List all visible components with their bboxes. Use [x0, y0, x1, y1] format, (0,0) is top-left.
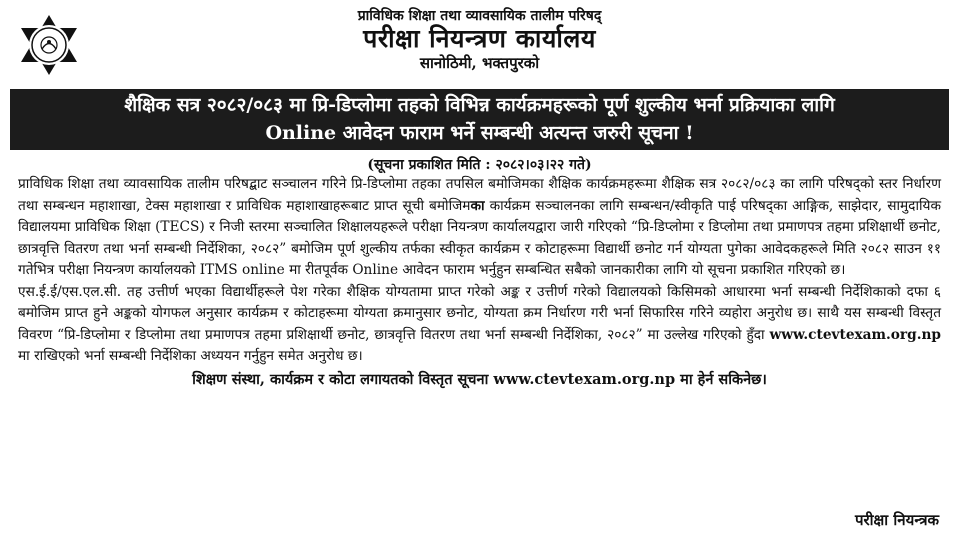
notice-header	[14, 8, 945, 85]
org-name: प्राविधिक शिक्षा तथा व्यावसायिक तालीम परिषद्	[357, 8, 602, 24]
para1-text-c: कार्यक्रम सञ्चालनका लागि सम्बन्धन/स्वीकृति पाई परिषद्का आङ्गिक, साझेदार, सामुदायिक विद्यालयमा प्राविधिक शिक्षा (TECS) र निजी स्तरमा सञ्चालित शिक्षालयहरूले परीक्षा नियन्त्रण कार्यालयद्वारा जारी गरिएको “प्रि-डिप्लोमा र डिप्लोमा तथा प्रमाणपत्र तहमा प्रशिक्षार्थी छनोट, छात्रवृत्ति वितरण तथा भर्ना सम्बन्धी निर्देशिका, २०८२” बमोजिम पूर्ण शुल्कीय तर्फका स्वीकृत कार्यक्रम र कोटाहरूमा विद्यार्थी छनोट गर्न योग्यता पुगेका आवेदकहरूले मिति २०८२ साउन ११ गतेभित्र परीक्षा नियन्त्रण कार्यालयको ITMS online मा रीतपूर्वक Online आवेदन फाराम भर्नुहुन सम्बन्धित सबैको जानकारीका लागि यो सूचना प्रकाशित गरिएको छ।	[18, 197, 941, 278]
notice-title	[10, 89, 949, 150]
notice-title-line2: Online आवेदन फाराम भर्ने सम्बन्धी अत्यन्त जरुरी सूचना !	[265, 122, 694, 144]
ctevt-emblem-icon	[16, 12, 82, 78]
website-link[interactable]: www.ctevtexam.org.np	[769, 326, 941, 343]
para2-text-a: एस.ई.ई/एस.एल.सी. तह उत्तीर्ण भएका विद्यार्थीहरूले पेश गरेका शैक्षिक योग्यतामा प्राप्त गरेको अङ्क र उत्तीर्ण गरेको विद्यालयको किसिमको आधारमा भर्ना सम्बन्धी निर्देशिकाको दफा ६ बमोजिम प्राप्त हुने अङ्कको योगफल अनुसार कार्यक्रम र कोटाहरूमा योग्यता क्रमानुसार छनोट, योग्यता क्रम निर्धारण गरी भर्ना सिफारिस गरिने व्यहोरा अनुरोध छ। साथै यस सम्बन्धी विस्तृत विवरण “प्रि-डिप्लोमा र डिप्लोमा तथा प्रमाणपत्र तहमा प्रशिक्षार्थी छनोट, छात्रवृत्ति वितरण तथा भर्ना सम्बन्धी निर्देशिका, २०८२” मा उल्लेख गरिएको हुँदा	[18, 283, 941, 343]
notice-title-line1: शैक्षिक सत्र २०८२/०८३ मा प्रि-डिप्लोमा तहको विभिन्न कार्यक्रमहरूको पूर्ण शुल्कीय भर्ना प्रक्रियाका लागि	[124, 94, 835, 116]
office-location: सानोठिमी, भक्तपुरको	[419, 54, 540, 72]
body-paragraph-2	[14, 282, 945, 368]
office-name: परीक्षा नियन्त्रण कार्यालय	[363, 24, 596, 53]
signature: परीक्षा नियन्त्रक	[855, 511, 939, 529]
para1-text-b: का	[470, 197, 485, 214]
body-paragraph-1	[14, 174, 945, 282]
para1-text-a: प्राविधिक शिक्षा तथा व्यावसायिक तालीम परिषद्बाट सञ्चालन गरिने प्रि-डिप्लोमा तहका तपसिल बमोजिमका शैक्षिक कार्यक्रमहरूमा शैक्षिक सत्र २०८२/०८३ का लागि परिषद्को स्तर निर्धारण तथा सम्बन्धन महाशाखा, टेक्स महाशाखा र प्राविधिक महाशाखाहरूबाट प्राप्त सूची बमोजिम	[18, 176, 941, 214]
para2-text-b: मा राखिएको भर्ना सम्बन्धी निर्देशिका अध्ययन गर्नुहुन समेत अनुरोध छ।	[18, 348, 363, 364]
closing-line: शिक्षण संस्था, कार्यक्रम र कोटा लगायतको विस्तृत सूचना www.ctevtexam.org.np मा हेर्न सकिनेछ।	[192, 370, 767, 388]
publication-date: (सूचना प्रकाशित मिति : २०८२।०३।२२ गते)	[367, 157, 592, 173]
